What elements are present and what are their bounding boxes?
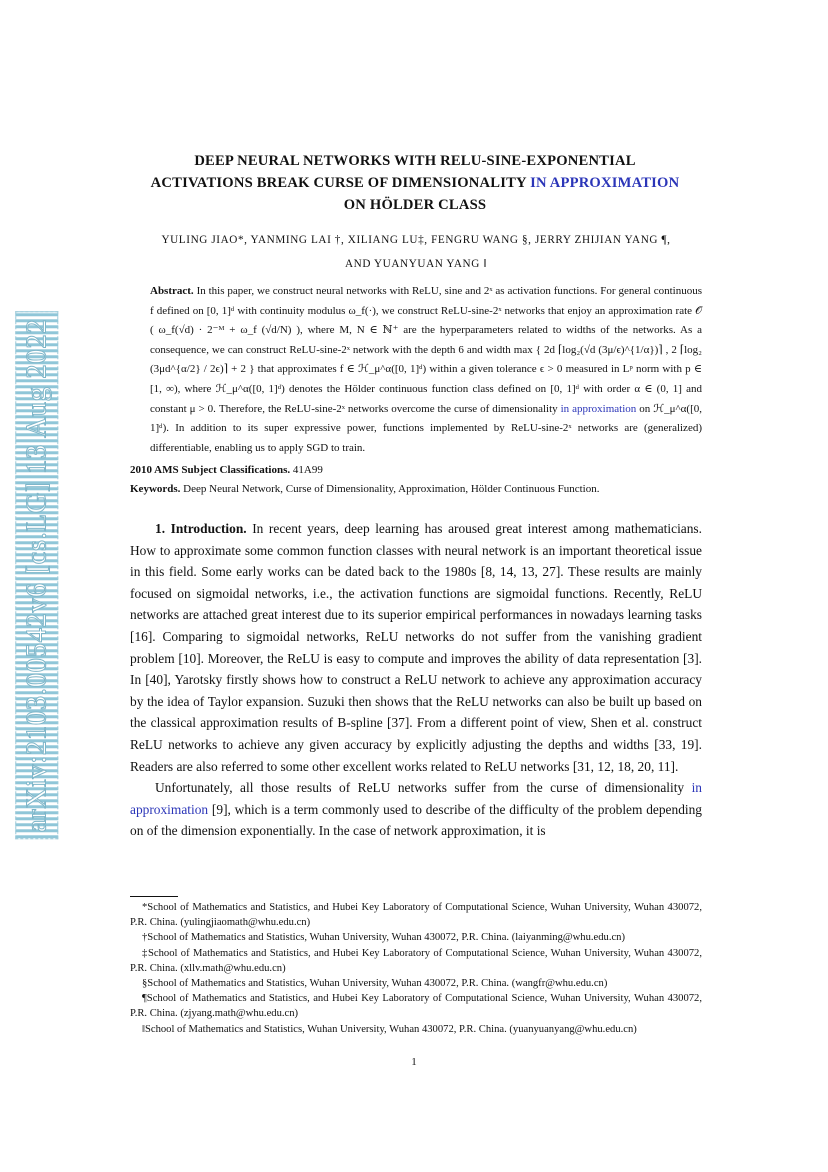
- arxiv-stamp: [20, 320, 54, 830]
- ams-value: 41A99: [290, 464, 323, 476]
- page-number: 1: [411, 1056, 417, 1068]
- title-part2: ON HÖLDER CLASS: [343, 197, 487, 213]
- abstract: [130, 282, 702, 458]
- intro-p2-text-b: [9], which is a term commonly used to describe of the difficulty of the problem depending on of the dimension exponentially. In the case of network approximation, it is: [130, 801, 702, 839]
- ams-classification: [130, 462, 702, 478]
- introduction-section: [130, 518, 702, 842]
- footnote-item: *School of Mathematics and Statistics, and Hubei Key Laboratory of Computational Science, Wuhan University, Wuhan 430072, P.R. China. (yulingjiaomath@whu.edu.cn): [130, 902, 702, 929]
- intro-paragraph-1: [130, 518, 702, 777]
- intro-p2-text-a: Unfortunately, all those results of ReLU networks suffer from the curse of dimensionality: [155, 780, 692, 796]
- footnote-item: §School of Mathematics and Statistics, Wuhan University, Wuhan 430072, P.R. China. (wangfr@whu.edu.cn): [142, 978, 608, 990]
- intro-p2-link[interactable]: in approximation: [130, 780, 702, 817]
- intro-p1-text: In recent years, deep learning has aroused great interest among mathematicians. How to approximate some common function classes with neural network is an important theoretical issue in this field. Some early works can be dated back to the 1980s [8, 14, 13, 27]. These results are mainly focused on sigmoidal networks, i.e., the activation functions are sigmoidal functions. Recently, ReLU networks are attached great interest due to its superior empirical performances in nowadays learning tasks [16]. Comparing to sigmoidal networks, ReLU networks do not suffer from the vanishing gradient problem [10]. Moreover, the ReLU is easy to compute and improves the ability of data representation [3]. In [40], Yarotsky firstly shows how to construct a ReLU network to achieve any approximation accuracy by the idea of Taylor expansion. Suzuki then shows that the ReLU networks can also be built up based on the classical approximation results of B-spline [37]. From a different point of view, Shen et al. construct ReLU networks to achieve any given accuracy by explicitly adjusting the depths and widths [33, 19]. Readers are also referred to some other excellent works related to ReLU networks [31, 12, 18, 20, 11].: [130, 521, 702, 774]
- author-list: [130, 228, 702, 276]
- paper-title: [150, 150, 680, 216]
- ams-label: 2010 AMS Subject Classifications.: [130, 464, 291, 476]
- arxiv-id: arXiv:2103.00542v6 [cs.LG] 13 Aug 2022: [16, 311, 59, 839]
- authors-line2: AND YUANYUAN YANG ‖: [344, 258, 488, 270]
- footnotes: [130, 900, 702, 1037]
- abstract-link[interactable]: in approximation: [560, 402, 637, 415]
- keywords-value: Deep Neural Network, Curse of Dimensionality, Approximation, Hölder Continuous Function.: [180, 483, 600, 495]
- footnote-item: ¶School of Mathematics and Statistics, and Hubei Key Laboratory of Computational Science, Wuhan University, Wuhan 430072, P.R. China. (zjyang.math@whu.edu.cn): [130, 993, 702, 1020]
- abstract-label: Abstract.: [150, 285, 194, 297]
- title-link[interactable]: IN APPROXIMATION: [530, 175, 680, 191]
- keywords: [130, 481, 702, 497]
- keywords-label: Keywords.: [130, 483, 181, 495]
- intro-paragraph-2: [130, 777, 702, 842]
- footnote-item: †School of Mathematics and Statistics, Wuhan University, Wuhan 430072, P.R. China. (laiyanming@whu.edu.cn): [142, 932, 626, 944]
- abstract-text-1: In this paper, we construct neural networks with ReLU, sine and 2ˣ as activation functions. For general continuous f defined on [0, 1]ᵈ with continuity modulus ω_f(·), we construct ReLU-sine-2ˣ networks that enjoy an approximation rate 𝒪 ( ω_f(√d) · 2⁻ᴹ + ω_f (√d/N) ), where M, N ∈ ℕ⁺ are the hyperparameters related to widths of the networks. As a consequence, we can construct ReLU-sine-2ˣ network with the depth 6 and width max { 2d ⌈log₂(√d (3μ/ϵ)^{1/α})⌉ , 2 ⌈log₂ (3μd^{α/2} / 2ϵ)⌉ + 2 } that approximates f ∈ ℋ_μ^α([0, 1]ᵈ) within a given tolerance ϵ > 0 measured in Lᵖ norm with p ∈ [1, ∞), where ℋ_μ^α([0, 1]ᵈ) denotes the Hölder continuous function class defined on [0, 1]ᵈ with order α ∈ (0, 1] and constant μ > 0. Therefore, the ReLU-sine-2ˣ networks overcome the curse of dimensionality: [150, 285, 702, 415]
- section-heading: 1. Introduction.: [155, 521, 247, 536]
- authors-line1: YULING JIAO*, YANMING LAI †, XILIANG LU‡, FENGRU WANG §, JERRY ZHIJIAN YANG ¶,: [161, 234, 671, 246]
- footnote-item: ‡School of Mathematics and Statistics, and Hubei Key Laboratory of Computational Science, Wuhan University, Wuhan 430072, P.R. China. (xllv.math@whu.edu.cn): [130, 947, 702, 974]
- title-part1: DEEP NEURAL NETWORKS WITH RELU-SINE-EXPONENTIAL ACTIVATIONS BREAK CURSE OF DIMENSIONALITY: [150, 153, 636, 191]
- footnote-item: ‖School of Mathematics and Statistics, Wuhan University, Wuhan 430072, P.R. China. (yuanyuanyang@whu.edu.cn): [142, 1023, 637, 1035]
- abstract-text-2: on ℋ_μ^α([0, 1]ᵈ). In addition to its super expressive power, functions implemented by ReLU-sine-2ˣ networks are (generalized) differentiable, enabling us to apply SGD to train.: [150, 402, 702, 454]
- footnote-rule: [130, 896, 178, 897]
